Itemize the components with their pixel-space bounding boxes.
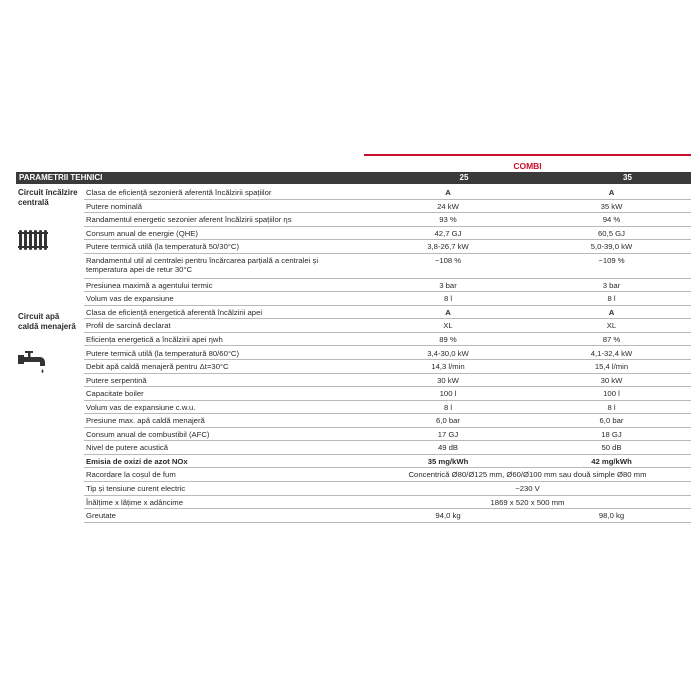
table-row (84, 428, 691, 442)
value-25: 8 l (443, 294, 453, 304)
parameter-label: Putere serpentină (86, 375, 147, 385)
shared-value: Concentrică Ø80/Ø125 mm, Ø60/Ø100 mm sau două simple Ø80 mm (408, 470, 647, 480)
value-35: 94 % (602, 215, 621, 225)
parameter-label: Volum vas de expansiune (86, 294, 174, 304)
parameter-label: Nivel de putere acustică (86, 443, 169, 453)
value-35: 87 % (602, 334, 621, 344)
table-row (84, 509, 691, 523)
table-row (84, 401, 691, 415)
parameter-label: Capacitate boiler (86, 389, 144, 399)
parameter-label: Racordare la coșul de fum (86, 470, 176, 480)
table-row (84, 374, 691, 388)
value-35: 4,1-32,4 kW (590, 348, 633, 358)
table-row (84, 213, 691, 227)
value-35: XL (606, 321, 617, 331)
model-label: COMBI (513, 161, 542, 171)
value-25: 14,3 l/min (431, 362, 465, 372)
parameter-label: Clasa de eficiență sezonieră aferentă încălzirii spațiilor (86, 188, 272, 197)
table-row (84, 468, 691, 482)
table-row (84, 306, 691, 320)
table-title: PARAMETRII TEHNICI (19, 173, 103, 182)
value-25: XL (443, 321, 453, 331)
parameter-label: Putere termică utilă (la temperatură 80/60°C) (86, 348, 240, 358)
value-35: 60,5 GJ (598, 228, 625, 238)
value-25: 8 l (443, 402, 453, 412)
parameter-label: Consum anual de combustibil (AFC) (86, 429, 210, 439)
table-row (84, 387, 691, 401)
value-35: 6,0 bar (599, 416, 624, 426)
value-35: 100 l (603, 389, 620, 399)
value-25: 6,0 bar (436, 416, 460, 426)
table-row (84, 455, 691, 469)
table-row (84, 200, 691, 214)
value-35: 42 mg/kWh (591, 456, 632, 466)
value-25: 100 l (439, 389, 457, 399)
parameter-label: Debit apă caldă menajeră pentru Δt=30°C (86, 362, 229, 372)
table-row (84, 441, 691, 455)
table-row (84, 240, 691, 254)
table-row (84, 496, 691, 510)
parameter-label: Randamentul util al centralei pentru încărcarea parțială a centralei și temperatura apei de retur 30°C (86, 255, 319, 275)
section-heating: Circuit încălzire centrală (18, 188, 78, 207)
value-35: 5,0-39,0 kW (590, 242, 633, 252)
table-header-bar (16, 172, 691, 184)
table-row (84, 319, 691, 333)
table-row (84, 292, 691, 306)
value-35: A (608, 188, 615, 197)
table-row (84, 482, 691, 496)
radiator-icon (18, 229, 48, 251)
parameter-label: Profil de sarcină declarat (86, 321, 171, 331)
table-row (84, 227, 691, 241)
value-25: 93 % (439, 215, 457, 225)
value-25: ~108 % (434, 255, 462, 265)
value-25: 42,7 GJ (434, 228, 462, 238)
shared-value: ~230 V (515, 484, 540, 493)
parameter-label: Consum anual de energie (QHE) (86, 228, 198, 238)
section-dhw: Circuit apă caldă menajeră (18, 312, 76, 331)
model-underline (364, 154, 691, 156)
value-35: ~109 % (598, 255, 625, 265)
water-tap-icon (18, 351, 48, 377)
parameter-label: Eficiența energetică a încălzirii apei ηwh (86, 334, 223, 344)
parameter-label: Volum vas de expansiune c.w.u. (86, 402, 196, 412)
value-25: 3 bar (439, 280, 457, 290)
parameter-label: Putere termică utilă (la temperatură 50/30°C) (86, 242, 240, 252)
parameter-label: Presiunea maximă a agentului termic (86, 280, 213, 290)
value-25: 89 % (439, 334, 457, 344)
table-row (84, 414, 691, 428)
value-35: 18 GJ (601, 429, 622, 439)
column-25: 25 (459, 173, 469, 182)
value-35: A (608, 307, 615, 317)
value-35: 35 kW (600, 201, 623, 211)
parameter-label: Randamentul energetic sezonier aferent încălzirii spațiilor ηs (86, 215, 292, 225)
value-35: 50 dB (601, 443, 622, 453)
shared-value: 1869 x 520 x 500 mm (490, 497, 565, 507)
table-row (84, 254, 691, 279)
table-row (84, 347, 691, 361)
value-25: 35 mg/kWh (427, 456, 469, 466)
table-row (84, 186, 691, 200)
value-25: A (445, 188, 451, 197)
parameter-label: Emisia de oxizi de azot NOx (86, 456, 188, 466)
column-35: 35 (623, 173, 632, 182)
value-35: 3 bar (602, 280, 621, 290)
value-25: 30 kW (437, 375, 459, 385)
table-row (84, 279, 691, 293)
parameter-label: Tip și tensiune curent electric (86, 484, 186, 493)
table-row (84, 360, 691, 374)
parameter-label: Presiune max. apă caldă menajeră (86, 416, 205, 426)
value-25: 3,4-30,0 kW (427, 348, 469, 358)
parameter-label: Greutate (86, 511, 116, 521)
value-25: 94,0 kg (435, 511, 461, 521)
value-35: 15,4 l/min (594, 362, 629, 372)
value-35: 8 l (607, 294, 616, 304)
value-35: 8 l (607, 402, 616, 412)
value-25: 24 kW (437, 201, 459, 211)
value-25: A (445, 307, 451, 317)
parameter-label: Clasa de eficiență energetică aferentă încălzirii apei (86, 307, 263, 317)
parameter-label: Putere nominală (86, 201, 142, 211)
value-35: 98,0 kg (598, 511, 625, 521)
table-row (84, 333, 691, 347)
value-35: 30 kW (600, 375, 623, 385)
value-25: 3,8-26,7 kW (427, 242, 469, 252)
value-25: 17 GJ (437, 429, 459, 439)
value-25: 49 dB (437, 443, 459, 453)
parameter-label: Înălțime x lățime x adâncime (86, 497, 183, 507)
